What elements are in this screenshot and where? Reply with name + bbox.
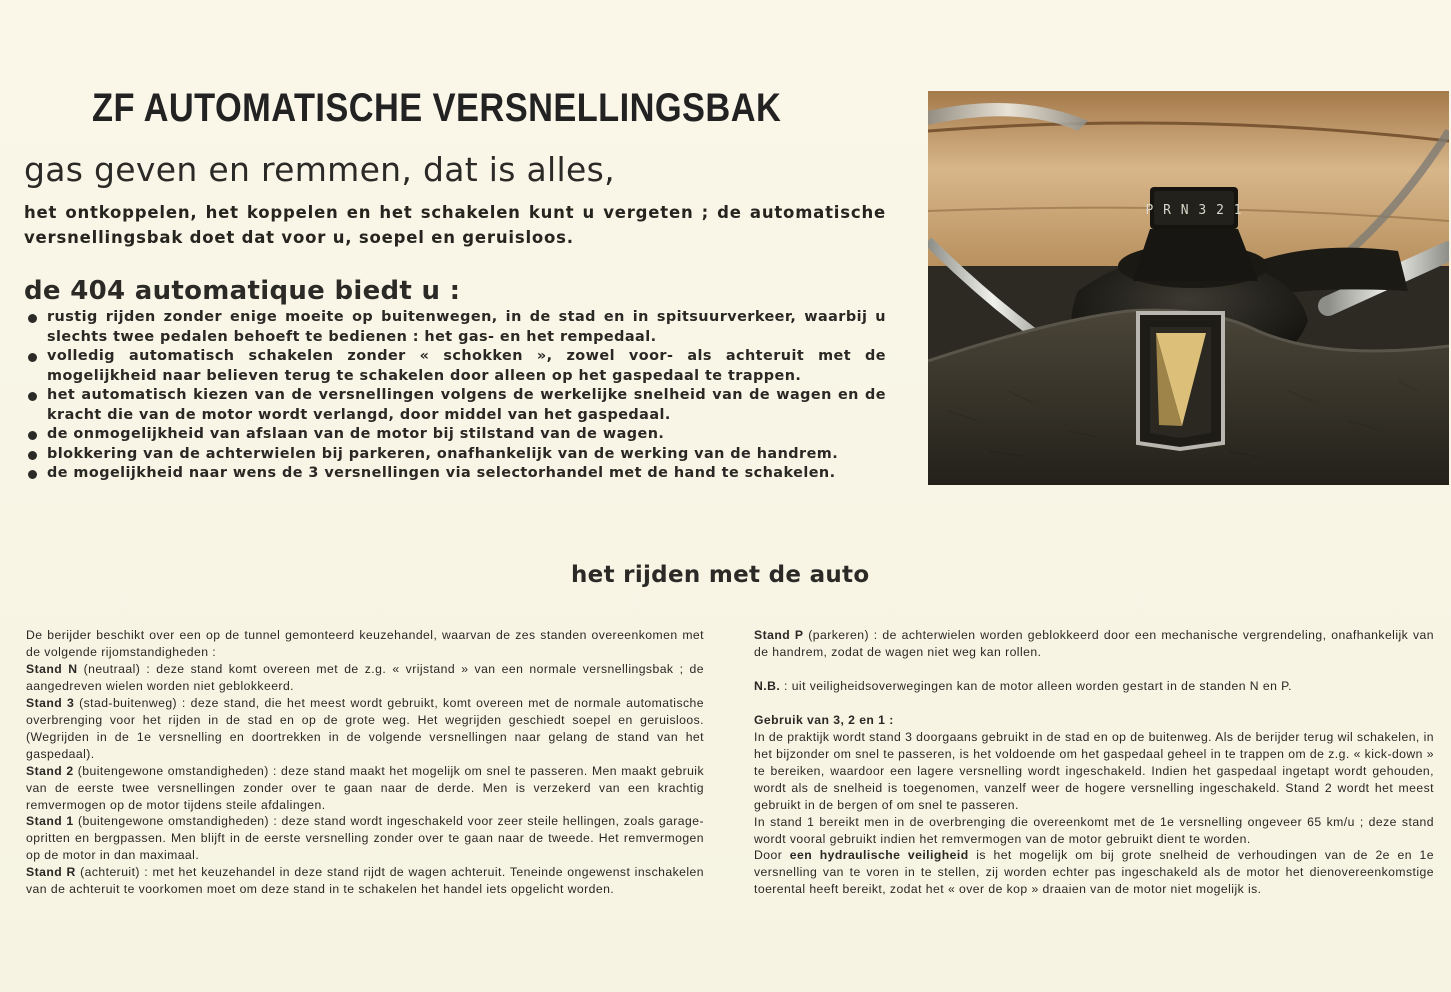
bullet-icon bbox=[28, 451, 37, 460]
list-item bbox=[24, 386, 886, 425]
list-item bbox=[24, 425, 886, 445]
list-item-text: rustig rijden zonder enige moeite op buitenwegen, in de stad en in spitsuurverkeer, waarbij u slechts twee pedalen behoeft te bedienen : het gas- en het rempedaal. bbox=[47, 309, 886, 345]
spacer bbox=[754, 695, 1434, 712]
stand-2-paragraph bbox=[26, 763, 704, 814]
usage-heading-text: Gebruik van 3, 2 en 1 : bbox=[754, 712, 894, 727]
list-item-text: de mogelijkheid naar wens de 3 versnellingen via selectorhandel met de hand te schakelen. bbox=[47, 465, 836, 481]
nb-text: : uit veiligheidsoverwegingen kan de motor alleen worden gestart in de standen N en P. bbox=[780, 678, 1293, 693]
usage-paragraph-1: In de praktijk wordt stand 3 doorgaans gebruikt in de stad en op de buitenweg. Als de berijder terug wil schakelen, in het bijzonder om snel te passeren, is het voldoende om het gaspedaal geheel in te trappen om de z.g. « kick-down » te bereiken, waardoor een lagere versnelling wordt ingeschakeld. Indien het gaspedaal ingetapt wordt gehouden, wordt als de snelheid is toegenomen, vanzelf weer de hogere versnelling ingeschakeld. Stand 2 wordt het meest gebruikt in de bergen of om snel te passeren. bbox=[754, 729, 1434, 812]
gear-selector-photo bbox=[928, 91, 1449, 485]
bullet-icon bbox=[28, 470, 37, 479]
stand-text: (stad-buitenweg) : deze stand, die het meest wordt gebruikt, komt overeen met de normale automatische overbrenging voor het rijden in de stad en op de grote weg. Het wegrijden geschiedt soepel en geruisloos. (Wegrijden in de 1e versnelling en doortrekken in de volgende versnellingen naar gelang de stand van het gaspedaal). bbox=[26, 695, 704, 761]
stand-text: (parkeren) : de achterwielen worden geblokkeerd door een mechanische vergrendeling, onafhankelijk van de handrem, zodat de wagen niet weg kan rollen. bbox=[754, 628, 1434, 659]
stand-3-paragraph bbox=[26, 695, 704, 763]
list-item-text: volledig automatisch schakelen zonder « schokken », zowel voor- als achteruit met de mogelijkheid naar believen terug te schakelen door alleen op het gaspedaal te trappen. bbox=[47, 348, 886, 384]
bullet-icon bbox=[28, 392, 37, 401]
stand-label: Stand R bbox=[26, 865, 76, 880]
stand-label: Stand N bbox=[26, 661, 78, 676]
right-text-column bbox=[754, 627, 1434, 898]
driving-intro: De berijder beschikt over een op de tunnel gemonteerd keuzehandel, waarvan de zes standen overeenkomen met de volgende rijomstandigheden : bbox=[26, 628, 704, 659]
list-item bbox=[24, 464, 886, 484]
spacer bbox=[754, 661, 1434, 678]
stand-text: (neutraal) : deze stand komt overeen met de z.g. « vrijstand » van een normale versnellingsbak ; de aangedreven wielen worden niet geblokkeerd. bbox=[26, 661, 704, 693]
nb-label: N.B. bbox=[754, 678, 781, 693]
selector-indicator-text: P R N 3 2 1 bbox=[1145, 203, 1243, 218]
brand-emblem bbox=[1138, 313, 1223, 449]
bullet-icon bbox=[28, 353, 37, 362]
stand-text: (achteruit) : met het keuzehandel in deze stand rijdt de wagen achteruit. Teneinde ongewenst inschakelen van de achteruit te voorkomen moet om deze stand in te schakelen het handel iets opgelicht worden. bbox=[26, 865, 704, 897]
gear-selector-illustration bbox=[928, 91, 1449, 485]
stand-text: (buitengewone omstandigheden) : deze stand wordt ingeschakeld voor zeer steile hellingen, zoals garage-opritten en bergpassen. Men blijft in de eerste versnelling zonder over te gaan naar de tweede. Het remvermogen op de motor in dan maximaal. bbox=[26, 814, 704, 863]
list-item-text: het automatisch kiezen van de versnellingen volgens de werkelijke snelheid van de wagen en de kracht die van de motor wordt verlangd, door middel van het gaspedaal. bbox=[47, 387, 886, 423]
bullet-icon bbox=[28, 431, 37, 440]
list-item-text: de onmogelijkheid van afslaan van de motor bij stilstand van de wagen. bbox=[47, 426, 665, 442]
list-item bbox=[24, 308, 886, 347]
usage-paragraph-2: In stand 1 bereikt men in de overbrenging die overeenkomt met de 1e versnelling ongeveer 65 km/u ; deze stand wordt vooral gebruikt indien het remvermogen van de motor gebruikt dient te worden. bbox=[754, 814, 1434, 846]
list-item bbox=[24, 347, 886, 386]
stand-label: Stand 2 bbox=[26, 763, 74, 778]
usage-heading bbox=[754, 712, 1434, 729]
list-item-text: blokkering van de achterwielen bij parkeren, onafhankelijk van de werking van de handrem. bbox=[47, 445, 839, 462]
safety-text: is het mogelijk om bij grote snelheid de verhoudingen van de 2e en 1e versnelling van te voren in te stellen, zij worden echter pas ingeschakeld als de motor het dienovereenkomstige toerental heeft bereikt, zodat het « over de kop » draaien van de motor niet mogelijk is. bbox=[754, 848, 1434, 897]
stand-label: Stand P bbox=[754, 628, 804, 642]
safety-paragraph bbox=[754, 847, 1434, 898]
section-heading: het rijden met de auto bbox=[571, 562, 870, 588]
stand-label: Stand 3 bbox=[26, 695, 75, 710]
offers-list bbox=[24, 308, 886, 484]
safety-bold: een hydraulische veiligheid bbox=[789, 848, 969, 863]
page-subtitle: gas geven en remmen, dat is alles, bbox=[24, 150, 615, 189]
safety-prefix: Door bbox=[754, 848, 790, 863]
stand-p-paragraph bbox=[754, 627, 1434, 661]
bullet-icon bbox=[28, 314, 37, 323]
offers-heading: de 404 automatique biedt u : bbox=[24, 276, 461, 306]
page-title: ZF AUTOMATISCHE VERSNELLINGSBAK bbox=[92, 86, 782, 130]
nb-paragraph bbox=[754, 678, 1434, 695]
left-text-column bbox=[26, 627, 704, 898]
intro-paragraph: het ontkoppelen, het koppelen en het schakelen kunt u vergeten ; de automatische versnellingsbak doet dat voor u, soepel en geruisloos. bbox=[24, 203, 886, 247]
stand-n-paragraph bbox=[26, 661, 704, 695]
stand-text: (buitengewone omstandigheden) : deze stand maakt het mogelijk om snel te passeren. Men maakt gebruik van de eerste twee versnellingen zonder over te gaan naar de derde. Men is verzekerd van een krachtig remvermogen op de motor tijdens steile afdalingen. bbox=[26, 763, 705, 812]
list-item bbox=[24, 445, 886, 465]
stand-1-paragraph bbox=[26, 813, 704, 864]
stand-label: Stand 1 bbox=[26, 814, 74, 829]
stand-r-paragraph bbox=[26, 864, 704, 898]
